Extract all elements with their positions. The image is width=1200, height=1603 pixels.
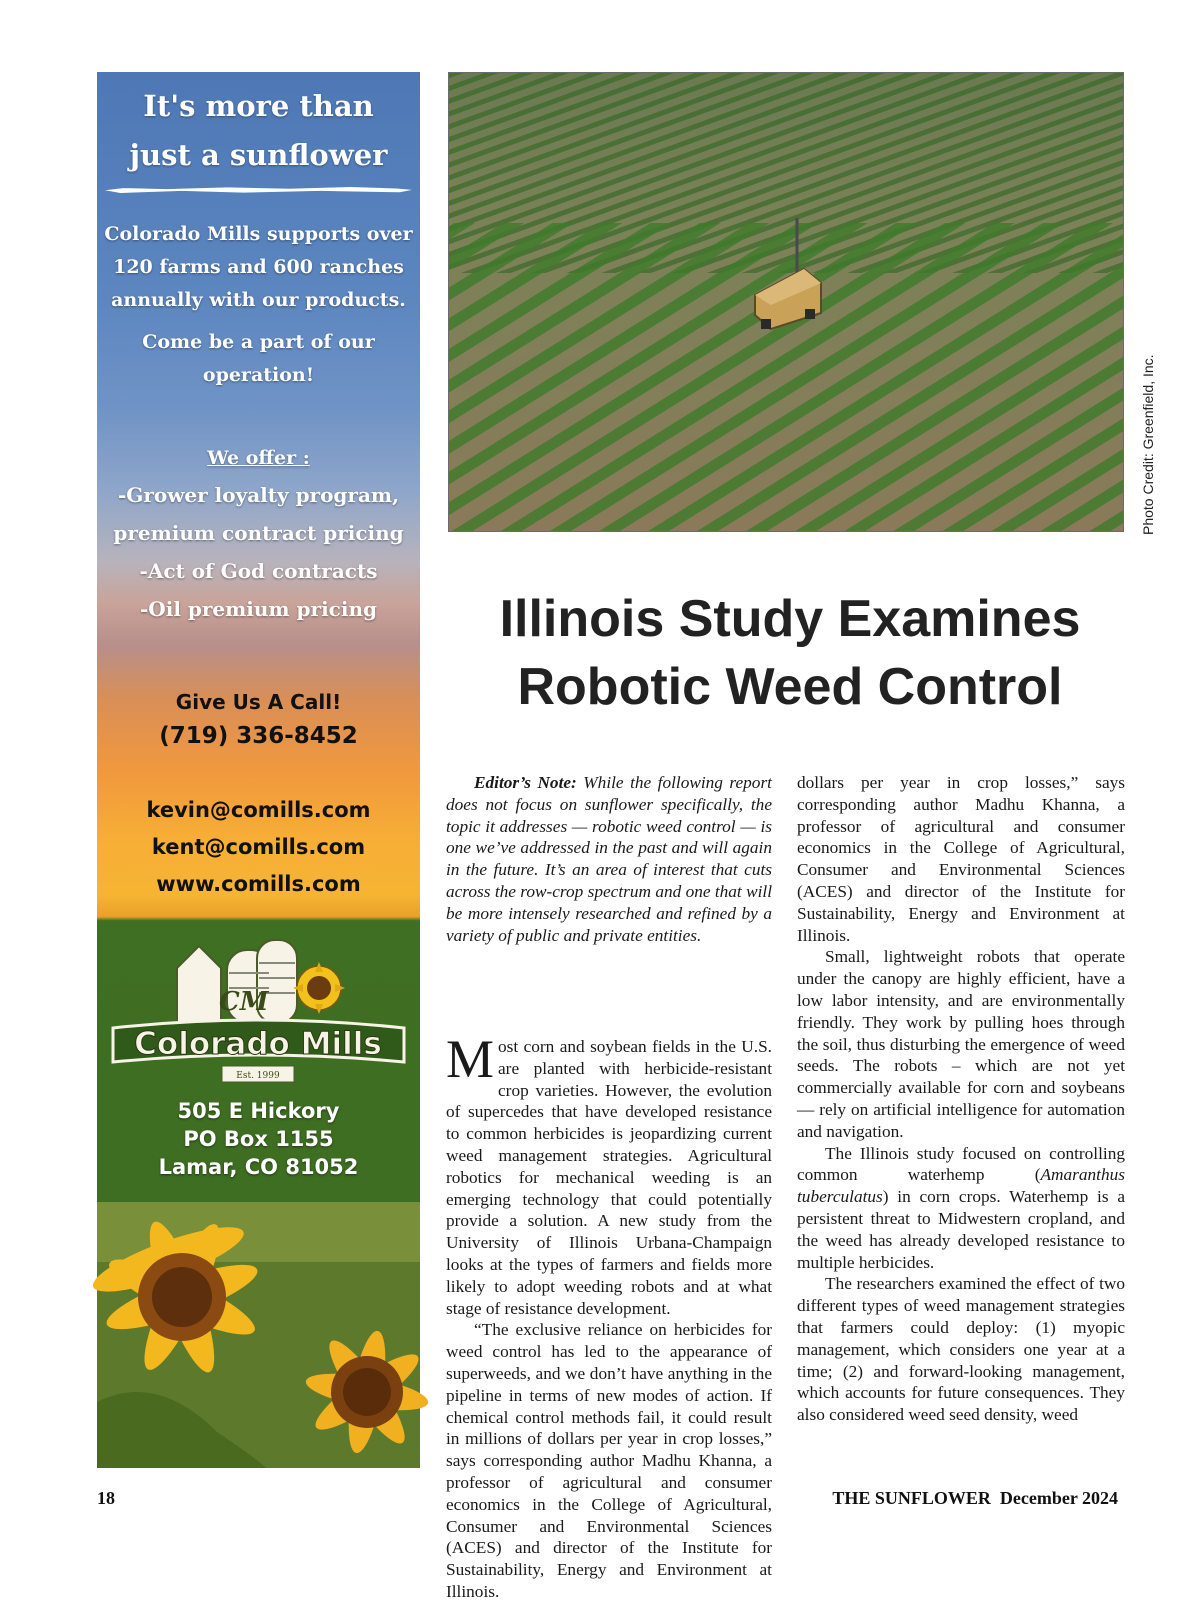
ad-website[interactable]: www.comills.com (156, 872, 361, 896)
colorado-mills-logo (107, 928, 410, 1088)
ad-email[interactable]: kent@comills.com (151, 835, 366, 859)
ad-contact-list (97, 792, 420, 903)
article-headline: Illinois Study Examines Robotic Weed Control (499, 590, 1081, 716)
ad-address-line: PO Box 1155 (183, 1127, 334, 1151)
logo-established: Est. 1999 (236, 1071, 280, 1081)
sunflower-photo (97, 1202, 420, 1468)
ad-address-line: Lamar, CO 81052 (158, 1155, 359, 1179)
logo-monogram: CM (219, 987, 269, 1017)
ad-offer-item: -Act of God contracts (139, 559, 378, 583)
ad-offer-item: -Oil premium pricing (140, 597, 377, 621)
article-paragraph: The researchers examined the effect of two different types of weed management strategies that farmers could deploy: (1) myopic management, which considers one year at a time; (2) and forward-looking management, which accounts for future consequences. They also considered weed seed density, weed (797, 1274, 1125, 1425)
field-robot-image (449, 73, 1123, 531)
ad-divider (105, 186, 412, 193)
ad-paragraph-1: Colorado Mills supports over 120 farms and 600 ranches annually with our products. (104, 223, 413, 311)
article-paragraph: Small, lightweight robots that operate under the canopy are highly efficient, have a low labor intensity, and are environmentally friendly. They work by pulling hoes through the soil, thus disturbing the emergence of weed seeds. The robots – which are not yet commercially available for corn and soybeans — rely on artificial intelligence for automation and navigation. (797, 947, 1125, 1141)
field-robot-photo (448, 72, 1124, 532)
page-number: 18 (97, 1488, 115, 1508)
editor-note (446, 772, 772, 946)
publication-footer: THE SUNFLOWER December 2024 (832, 1488, 1118, 1508)
article-paragraph-continued: dollars per year in crop losses,” says corresponding author Madhu Khanna, a professor of agricultural and consumer economics in the College of Agricultural, Consumer and Environmental Sciences (ACES) and director of the Institute for Sustainability, Energy and Environment at Illinois. (797, 773, 1125, 945)
article-paragraph: The Illinois study focused on controlling common waterhemp (Amaranthus tuberculatus) in corn crops. Waterhemp is a persistent threat to Midwestern cropland, and the weed has already developed resistance to multiple herbicides. (797, 1143, 1125, 1272)
logo-name: Colorado Mills (134, 1026, 382, 1062)
ad-address-line: 505 E Hickory (177, 1099, 340, 1123)
ad-paragraph-2: Come be a part of our operation! (142, 331, 375, 386)
article-paragraph: ost corn and soybean fields in the U.S. are planted with herbicide-resistant crop varieties. However, the evolution of supercedes that have developed resistance to common herbicides is jeopardizing current weed management strategies. Agricultural robotics for mechanical weeding is an emerging technology that could potentially provide a solution. A new study from the University of Illinois Urbana-Champaign looks at the types of farmers and fields more likely to adopt weeding robots and at what stage of resistance development. (446, 1037, 772, 1318)
article-column-1 (446, 1029, 772, 1601)
sunflower-icon (293, 962, 345, 1014)
ad-phone[interactable]: (719) 336-8452 (159, 723, 358, 749)
ad-offer-title: We offer : (207, 447, 310, 469)
ad-offer-item: -Grower loyalty program, premium contract pricing (113, 483, 404, 545)
ad-offer-list (97, 476, 420, 628)
drop-cap: M (446, 1029, 495, 1089)
ad-call-text: Give Us A Call! (175, 690, 342, 714)
ad-headline: It's more than just a sunflower (129, 89, 388, 172)
ad-address (97, 1097, 420, 1181)
ad-email[interactable]: kevin@comills.com (146, 798, 371, 822)
editor-note-text: While the following report does not focus on sunflower specifically, the topic it addresses — robotic weed control — is one we’ve addressed in the past and will again in the future. It’s an area of interest that cuts across the row-crop spectrum and one that will be more intensely researched and refined by a variety of public and private entities. (446, 773, 772, 945)
photo-credit: Photo Credit: Greenfield, Inc. (1140, 354, 1156, 535)
article-paragraph: “The exclusive reliance on herbicides for weed control has led to the appearance of superweeds, and we don’t have anything in the pipeline in terms of new modes of action. If chemical control methods fail, it could result in millions of dollars per year in crop losses,” says corresponding author Madhu Khanna, a professor of agricultural and consumer economics in the College of Agricultural, Consumer and Environmental Sciences (ACES) and director of the Institute for Sustainability, Energy and Environment at Illinois. (446, 1320, 772, 1601)
article-column-2 (797, 772, 1125, 1426)
colorado-mills-ad (97, 72, 420, 1468)
editor-note-label: Editor’s Note: (474, 773, 577, 792)
species-name: Amaranthus tuberculatus (797, 1165, 1125, 1207)
